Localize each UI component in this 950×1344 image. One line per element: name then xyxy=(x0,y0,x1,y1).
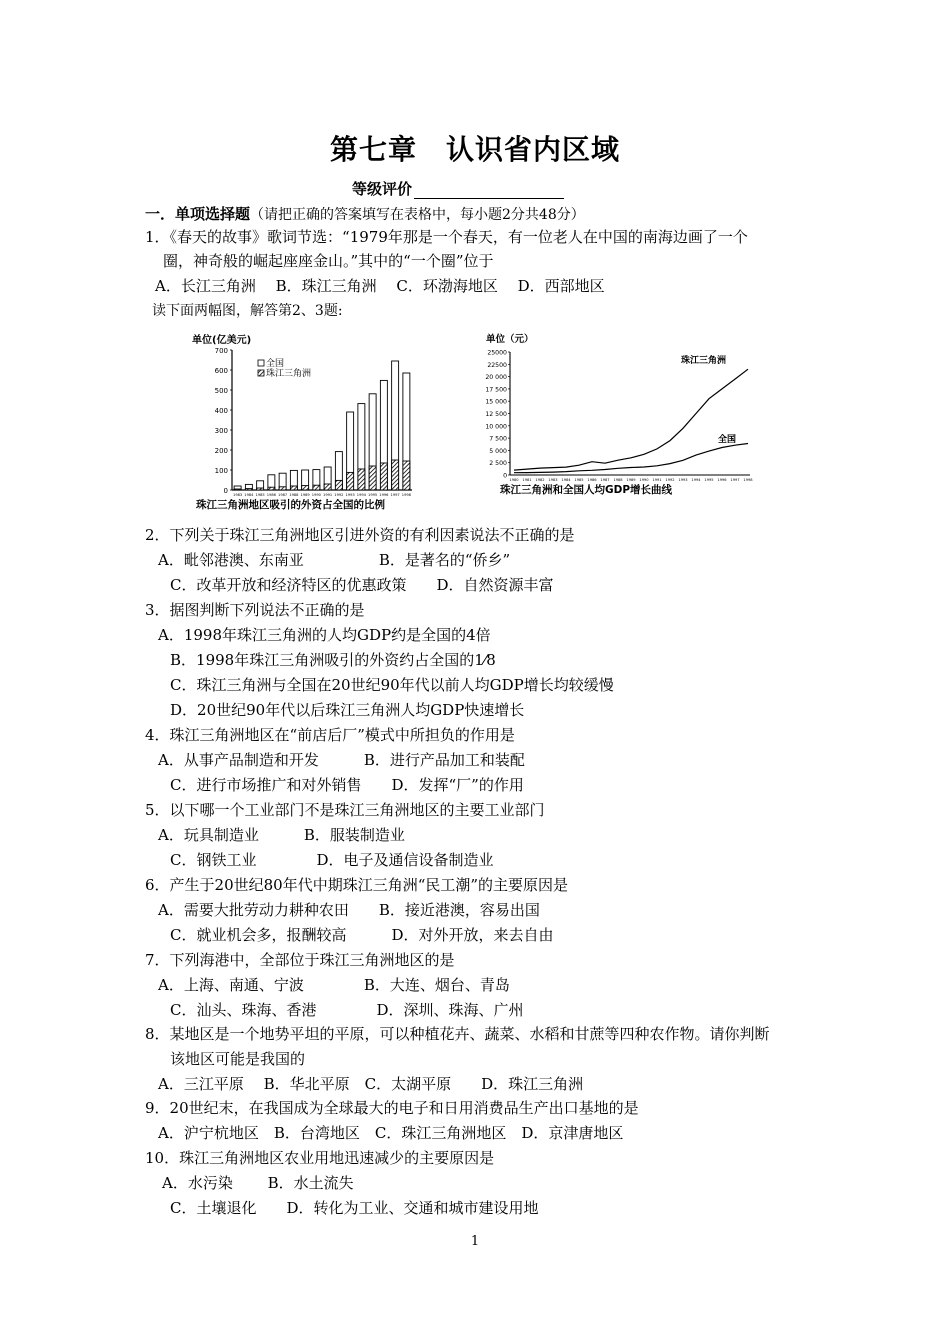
q1-stem-line2: 圈，神奇般的崛起座座金山。”其中的“一个圈”位于 xyxy=(163,252,494,270)
line-xtick-label: 1991 xyxy=(652,478,662,482)
legend-national: 全国 xyxy=(266,359,285,369)
question-line: 该地区可能是我国的 xyxy=(170,1050,306,1068)
question-line: 5．以下哪一个工业部门不是珠江三角洲地区的主要工业部门 xyxy=(145,801,545,819)
line-xtick-label: 1993 xyxy=(678,478,688,482)
bar-xtick-label: 1984 xyxy=(244,493,254,497)
line-xtick-label: 1982 xyxy=(535,478,545,482)
line-label-national: 全国 xyxy=(718,435,737,445)
line-ytick-label: 20 000 xyxy=(485,374,507,382)
question-line: A．水污染 B．水土流失 xyxy=(162,1174,354,1192)
question-line: A．毗邻港澳、东南亚 B．是著名的“侨乡” xyxy=(158,551,511,569)
bar-xtick-label: 1985 xyxy=(255,493,265,497)
bar-prd xyxy=(358,469,365,490)
bar-xtick-label: 1986 xyxy=(266,493,276,497)
bar-prd xyxy=(380,463,387,490)
bar-ytick-label: 500 xyxy=(214,387,228,395)
question-line: C．进行市场推广和对外销售 D．发挥“厂”的作用 xyxy=(170,776,524,794)
bar-prd xyxy=(335,480,342,490)
line-ytick-label: 7 500 xyxy=(489,435,507,443)
page-title: 第七章 认识省内区域 xyxy=(329,133,620,166)
line-xtick-label: 1998 xyxy=(743,478,753,482)
line-xtick-label: 1987 xyxy=(600,478,610,482)
bar-prd xyxy=(324,484,331,490)
line-xtick-label: 1994 xyxy=(691,478,701,482)
line-label-prd: 珠江三角洲 xyxy=(681,356,727,366)
bar-ytick-label: 600 xyxy=(214,367,228,375)
question-line: B．1998年珠江三角洲吸引的外资约占全国的1⁄8 xyxy=(170,651,496,669)
line-ylabel: 单位（元） xyxy=(486,334,534,345)
line-xtick-label: 1995 xyxy=(704,478,714,482)
bar-ytick-label: 200 xyxy=(214,447,228,455)
question-line: 3．据图判断下列说法不正确的是 xyxy=(145,601,365,619)
line-xtick-label: 1980 xyxy=(509,478,519,482)
page-number: 1 xyxy=(470,1234,480,1249)
question-line: A．上海、南通、宁波 B．大连、烟台、青岛 xyxy=(158,976,510,994)
section-heading xyxy=(145,203,585,224)
bar-xtick-label: 1993 xyxy=(345,493,355,497)
question-line: A．需要大批劳动力耕种农田 B．接近港澳，容易出国 xyxy=(158,901,540,919)
question-line: C．珠江三角洲与全国在20世纪90年代以前人均GDP增长均较缓慢 xyxy=(170,676,614,694)
question-line: 7．下列海港中，全部位于珠江三角洲地区的是 xyxy=(145,951,455,969)
bar-ytick-label: 100 xyxy=(214,467,228,475)
line-xtick-label: 1981 xyxy=(522,478,532,482)
line-chart-gdp xyxy=(478,330,768,500)
question-line: A．沪宁杭地区 B．台湾地区 C．珠江三角洲地区 D．京津唐地区 xyxy=(158,1124,624,1142)
line-ytick-label: 25000 xyxy=(487,349,507,357)
legend-swatch-national xyxy=(258,360,264,366)
bar-chart-title: 珠江三角洲地区吸引的外资占全国的比例 xyxy=(196,499,385,511)
grade-label: 等级评价 xyxy=(352,180,413,198)
question-line: C．汕头、珠海、香港 D．深圳、珠海、广州 xyxy=(170,1001,524,1019)
line-xtick-label: 1984 xyxy=(561,478,571,482)
bar-legend xyxy=(258,357,311,379)
line-xtick-label: 1990 xyxy=(639,478,649,482)
line-xtick-label: 1988 xyxy=(613,478,623,482)
question-line: 10．珠江三角洲地区农业用地迅速减少的主要原因是 xyxy=(145,1149,495,1167)
bar-prd xyxy=(257,488,264,490)
bar-xtick-label: 1995 xyxy=(368,493,378,497)
bar-prd xyxy=(279,487,286,490)
bar-ytick-label: 300 xyxy=(214,427,228,435)
line-xtick-label: 1986 xyxy=(587,478,597,482)
section-note: （请把正确的答案填写在表格中，每小题2分共48分） xyxy=(250,207,585,223)
question-line: 6．产生于20世纪80年代中期珠江三角洲“民工潮”的主要原因是 xyxy=(145,876,569,894)
bar-xtick-label: 1997 xyxy=(390,493,400,497)
grade-blank xyxy=(414,184,564,199)
line-xtick-label: 1985 xyxy=(574,478,584,482)
question-line: A．三江平原 B．华北平原 C．太湖平原 D．珠江三角洲 xyxy=(158,1075,584,1093)
question-line: 4．珠江三角洲地区在“前店后厂”模式中所担负的作用是 xyxy=(145,726,515,744)
bar-prd xyxy=(290,486,297,490)
question-line: D．20世纪90年代以后珠江三角洲人均GDP快速增长 xyxy=(170,701,525,719)
bar-prd xyxy=(245,489,252,490)
line-ytick-label: 0 xyxy=(503,472,507,480)
line-xtick-label: 1996 xyxy=(717,478,727,482)
bar-prd xyxy=(234,489,241,490)
bar-prd xyxy=(403,461,410,490)
bar-xtick-label: 1998 xyxy=(401,493,411,497)
line-chart-title: 珠江三角洲和全国人均GDP增长曲线 xyxy=(500,484,673,496)
bar-prd xyxy=(369,466,376,490)
line-ytick-label: 10 000 xyxy=(485,423,507,431)
line-ytick-label: 2 500 xyxy=(489,460,507,468)
bar-prd xyxy=(392,460,399,490)
question-line: 8．某地区是一个地势平坦的平原，可以种植花卉、蔬菜、水稻和甘蔗等四种农作物。请你判断 xyxy=(145,1025,770,1043)
grade-evaluation xyxy=(352,178,564,199)
question-line: C．就业机会多，报酬较高 D．对外开放，来去自由 xyxy=(170,926,554,944)
q1-options: A．长江三角洲 B．珠江三角洲 C．环渤海地区 D．西部地区 xyxy=(155,277,605,295)
bar-ytick-label: 0 xyxy=(223,487,228,495)
line-xtick-label: 1992 xyxy=(665,478,675,482)
legend-prd: 珠江三角洲 xyxy=(266,369,312,379)
line-series-prd xyxy=(514,369,748,470)
question-line: A．玩具制造业 B．服装制造业 xyxy=(158,826,405,844)
bar-ytick-label: 400 xyxy=(214,407,228,415)
bar-prd xyxy=(347,472,354,490)
question-line: A．1998年珠江三角洲的人均GDP约是全国的4倍 xyxy=(158,626,491,644)
bar-prd xyxy=(313,485,320,490)
bar-xtick-label: 1983 xyxy=(233,493,243,497)
bar-xtick-label: 1991 xyxy=(323,493,333,497)
bar-xtick-label: 1987 xyxy=(278,493,288,497)
bar-xtick-label: 1992 xyxy=(334,493,344,497)
line-ytick-label: 15 000 xyxy=(485,398,507,406)
bar-xtick-label: 1994 xyxy=(356,493,366,497)
question-line: C．改革开放和经济特区的优惠政策 D．自然资源丰富 xyxy=(170,576,554,594)
question-line: C．土壤退化 D．转化为工业、交通和城市建设用地 xyxy=(170,1199,539,1217)
legend-swatch-prd xyxy=(258,370,264,376)
bar-ylabel: 单位(亿美元) xyxy=(192,335,252,346)
q1-stem-line1: 1．《春天的故事》歌词节选：“1979年那是一个春天，有一位老人在中国的南海边画了一个 xyxy=(145,228,748,246)
line-xtick-label: 1997 xyxy=(730,478,740,482)
question-line: 2．下列关于珠江三角洲地区引进外资的有利因素说法不正确的是 xyxy=(145,526,575,544)
bar-xtick-label: 1996 xyxy=(379,493,389,497)
bar-xtick-label: 1989 xyxy=(300,493,310,497)
bar-chart-foreign-investment xyxy=(190,330,460,515)
line-ytick-label: 5 000 xyxy=(489,447,507,455)
line-ytick-label: 22500 xyxy=(487,361,507,369)
line-ytick-label: 17 500 xyxy=(485,386,507,394)
read-note: 读下面两幅图，解答第2、3题: xyxy=(152,303,343,319)
bar-prd xyxy=(302,486,309,490)
bar-xtick-label: 1990 xyxy=(311,493,321,497)
line-xtick-label: 1983 xyxy=(548,478,558,482)
question-line: 9．20世纪末，在我国成为全球最大的电子和日用消费品生产出口基地的是 xyxy=(145,1099,639,1117)
section-title: 一．单项选择题 xyxy=(145,205,251,223)
bar-ytick-label: 700 xyxy=(214,347,228,355)
line-xtick-label: 1989 xyxy=(626,478,636,482)
line-ytick-label: 12 500 xyxy=(485,411,507,418)
bar-xtick-label: 1988 xyxy=(289,493,299,497)
question-line: A．从事产品制造和开发 B．进行产品加工和装配 xyxy=(158,751,525,769)
bar-prd xyxy=(268,487,275,490)
question-line: C．钢铁工业 D．电子及通信设备制造业 xyxy=(170,851,494,869)
